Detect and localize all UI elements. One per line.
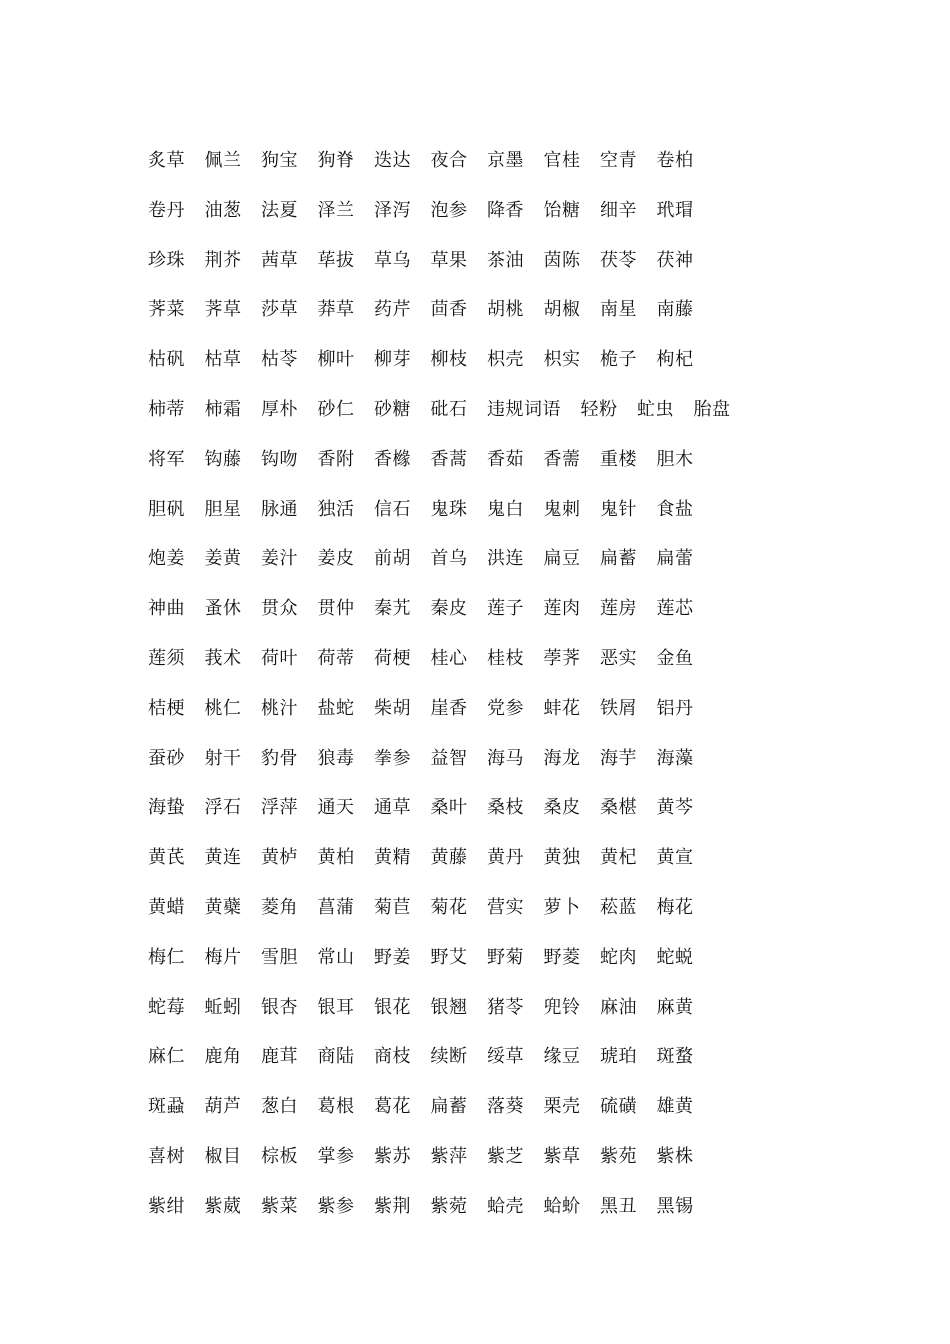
- word-item: 海马: [487, 747, 524, 769]
- word-row: [148, 494, 868, 544]
- word-item: 紫荆: [374, 1195, 411, 1217]
- word-item: 香薷: [543, 448, 581, 470]
- word-row: [148, 294, 868, 344]
- word-item: 菊花: [430, 896, 468, 918]
- word-item: 野姜: [374, 946, 411, 968]
- word-item: 茯神: [656, 249, 694, 271]
- word-item: 萝卜: [543, 896, 581, 918]
- word-item: 常山: [317, 946, 355, 968]
- word-item: 海龙: [543, 747, 581, 769]
- word-item: 荜拔: [317, 249, 355, 271]
- word-item: 扁蕾: [656, 548, 694, 570]
- word-item: 菖蒲: [317, 896, 355, 918]
- word-item: 桂心: [430, 647, 468, 669]
- word-row: [148, 693, 868, 743]
- word-item: 桃汁: [261, 697, 298, 719]
- word-item: 枳实: [543, 349, 581, 371]
- word-item: 秦艽: [374, 598, 411, 620]
- word-item: 海芋: [600, 747, 637, 769]
- word-item: 拳参: [374, 747, 411, 769]
- word-item: 棕板: [261, 1145, 298, 1167]
- word-item: 重楼: [600, 448, 637, 470]
- word-item: 绥草: [487, 1046, 524, 1068]
- word-item: 草果: [430, 249, 468, 271]
- word-row: [148, 942, 868, 992]
- word-row: [148, 394, 868, 444]
- word-item: 泡参: [430, 199, 468, 221]
- word-item: 紫绀: [148, 1195, 185, 1217]
- word-item: 京墨: [487, 150, 524, 171]
- word-item: 黄宣: [656, 847, 694, 869]
- word-item: 黄芩: [656, 797, 694, 819]
- word-item: 兜铃: [543, 996, 581, 1018]
- word-item: 葱白: [261, 1096, 298, 1118]
- word-item: 珍珠: [148, 249, 185, 271]
- word-item: 莲房: [600, 598, 637, 620]
- word-item: 茶油: [487, 249, 524, 271]
- word-item: 柿霜: [204, 398, 242, 420]
- word-item: 黄精: [374, 847, 411, 869]
- word-item: 违规词语: [487, 398, 561, 420]
- word-row: [148, 245, 868, 295]
- word-item: 枸杞: [656, 349, 694, 371]
- word-item: 姜黄: [204, 548, 242, 570]
- word-item: 南星: [600, 299, 637, 321]
- word-item: 扁蓄: [430, 1096, 468, 1118]
- word-item: 砂仁: [317, 398, 355, 420]
- word-item: 紫草: [543, 1145, 581, 1167]
- word-item: 枯草: [204, 349, 242, 371]
- word-item: 盐蛇: [317, 697, 355, 719]
- word-row: [148, 892, 868, 942]
- word-item: 官桂: [543, 150, 581, 171]
- word-item: 莽草: [317, 299, 355, 321]
- word-item: 黄藤: [430, 847, 468, 869]
- word-row: [148, 992, 868, 1042]
- word-item: 银杏: [261, 996, 298, 1018]
- word-item: 轻粉: [580, 398, 618, 420]
- word-item: 金鱼: [656, 647, 694, 669]
- word-item: 姜皮: [317, 548, 355, 570]
- word-item: 栗壳: [543, 1096, 581, 1118]
- word-item: 铝丹: [656, 697, 694, 719]
- word-item: 紫苏: [374, 1145, 411, 1167]
- word-item: 夜合: [430, 150, 468, 171]
- word-item: 桃仁: [204, 697, 242, 719]
- word-item: 钩藤: [204, 448, 242, 470]
- word-item: 益智: [430, 747, 468, 769]
- word-item: 钩吻: [261, 448, 298, 470]
- word-row: [148, 743, 868, 793]
- word-item: 鹿角: [204, 1046, 242, 1068]
- word-item: 神曲: [148, 598, 185, 620]
- word-item: 营实: [487, 896, 524, 918]
- word-item: 菊苣: [374, 896, 411, 918]
- word-item: 野菊: [487, 946, 524, 968]
- word-item: 南藤: [656, 299, 694, 321]
- word-item: 胆木: [656, 448, 694, 470]
- word-item: 葛根: [317, 1096, 355, 1118]
- word-item: 空青: [600, 150, 637, 171]
- word-item: 琥珀: [600, 1046, 637, 1068]
- word-item: 蛇肉: [600, 946, 637, 968]
- word-item: 海蛰: [148, 797, 185, 819]
- word-item: 续断: [430, 1046, 468, 1068]
- word-item: 鬼针: [600, 498, 637, 520]
- word-item: 麻仁: [148, 1046, 185, 1068]
- word-item: 卷柏: [656, 150, 694, 171]
- word-item: 葛花: [374, 1096, 411, 1118]
- word-item: 黄丹: [487, 847, 524, 869]
- word-item: 狼毒: [317, 747, 355, 769]
- word-item: 椒目: [204, 1145, 242, 1167]
- word-item: 胡椒: [543, 299, 581, 321]
- word-item: 法夏: [261, 199, 298, 221]
- word-item: 茴香: [430, 299, 468, 321]
- word-item: 浮石: [204, 797, 242, 819]
- word-item: 荷梗: [374, 647, 411, 669]
- word-item: 野菱: [543, 946, 581, 968]
- word-item: 炮姜: [148, 548, 185, 570]
- word-row: [148, 792, 868, 842]
- word-item: 胡桃: [487, 299, 524, 321]
- word-item: 桑枝: [487, 797, 524, 819]
- word-item: 梅片: [204, 946, 242, 968]
- word-item: 梅花: [656, 896, 694, 918]
- word-item: 蚤休: [204, 598, 242, 620]
- word-row: [148, 444, 868, 494]
- word-item: 紫萍: [430, 1145, 468, 1167]
- word-item: 虻虫: [637, 398, 674, 420]
- word-item: 胎盘: [693, 398, 731, 420]
- word-item: 枯矾: [148, 349, 185, 371]
- word-item: 蚕砂: [148, 747, 185, 769]
- word-item: 黑锡: [656, 1195, 694, 1217]
- word-item: 射干: [204, 747, 242, 769]
- word-item: 香茹: [487, 448, 524, 470]
- word-row: [148, 1141, 868, 1191]
- word-item: 黄芪: [148, 847, 185, 869]
- word-item: 狗脊: [317, 150, 355, 171]
- word-item: 喜树: [148, 1145, 185, 1167]
- word-item: 香附: [317, 448, 355, 470]
- word-item: 独活: [317, 498, 355, 520]
- word-item: 掌参: [317, 1145, 355, 1167]
- word-item: 信石: [374, 498, 411, 520]
- word-item: 泽泻: [374, 199, 411, 221]
- word-item: 蛤蚧: [543, 1195, 581, 1217]
- word-item: 桑皮: [543, 797, 581, 819]
- word-item: 饴糖: [543, 199, 581, 221]
- word-item: 贯仲: [317, 598, 355, 620]
- word-item: 梅仁: [148, 946, 185, 968]
- word-item: 银翘: [430, 996, 468, 1018]
- word-row: [148, 543, 868, 593]
- word-item: 菘蓝: [600, 896, 637, 918]
- word-row: [148, 145, 868, 195]
- word-item: 紫苑: [600, 1145, 637, 1167]
- word-row: [148, 1041, 868, 1091]
- word-item: 党参: [487, 697, 524, 719]
- word-row: [148, 195, 868, 245]
- word-item: 药芹: [374, 299, 411, 321]
- word-item: 铁屑: [600, 697, 637, 719]
- word-item: 菱角: [261, 896, 298, 918]
- word-item: 扁豆: [543, 548, 581, 570]
- word-item: 紫株: [656, 1145, 694, 1167]
- word-item: 香橼: [374, 448, 411, 470]
- word-item: 降香: [487, 199, 524, 221]
- word-item: 秦皮: [430, 598, 468, 620]
- word-item: 草乌: [374, 249, 411, 271]
- word-item: 缘豆: [543, 1046, 581, 1068]
- herb-word-list: [148, 145, 868, 1241]
- word-item: 黄独: [543, 847, 581, 869]
- word-item: 扁蓄: [600, 548, 637, 570]
- word-item: 洪连: [487, 548, 524, 570]
- word-item: 葫芦: [204, 1096, 242, 1118]
- word-item: 银耳: [317, 996, 355, 1018]
- word-item: 玳瑁: [656, 199, 694, 221]
- word-item: 麻油: [600, 996, 637, 1018]
- word-item: 莲须: [148, 647, 185, 669]
- word-item: 茜草: [261, 249, 298, 271]
- word-item: 砒石: [430, 398, 468, 420]
- word-item: 鬼刺: [543, 498, 581, 520]
- word-item: 浮萍: [261, 797, 298, 819]
- word-item: 恶实: [600, 647, 637, 669]
- word-item: 胆矾: [148, 498, 185, 520]
- word-item: 荷叶: [261, 647, 298, 669]
- word-row: [148, 593, 868, 643]
- word-item: 炙草: [148, 150, 185, 171]
- word-item: 紫芝: [487, 1145, 524, 1167]
- word-item: 黄杞: [600, 847, 637, 869]
- word-item: 蛤壳: [487, 1195, 524, 1217]
- word-item: 硫磺: [600, 1096, 637, 1118]
- word-row: [148, 842, 868, 892]
- word-row: [148, 643, 868, 693]
- word-item: 猪苓: [487, 996, 524, 1018]
- word-item: 黄连: [204, 847, 242, 869]
- word-item: 姜汁: [261, 548, 298, 570]
- word-row: [148, 1091, 868, 1141]
- word-item: 荸荠: [543, 647, 581, 669]
- word-item: 贯众: [261, 598, 298, 620]
- word-item: 豹骨: [261, 747, 298, 769]
- word-item: 荠菜: [148, 299, 185, 321]
- word-item: 枯苓: [261, 349, 298, 371]
- word-item: 柳芽: [374, 349, 411, 371]
- word-item: 佩兰: [204, 150, 242, 171]
- word-item: 香蒿: [430, 448, 468, 470]
- word-item: 前胡: [374, 548, 411, 570]
- word-item: 银花: [374, 996, 411, 1018]
- word-item: 雄黄: [656, 1096, 694, 1118]
- word-item: 麻黄: [656, 996, 694, 1018]
- word-item: 莲芯: [656, 598, 694, 620]
- word-item: 黄栌: [261, 847, 298, 869]
- word-item: 食盐: [656, 498, 694, 520]
- word-item: 黑丑: [600, 1195, 637, 1217]
- word-item: 鬼白: [487, 498, 524, 520]
- word-item: 胆星: [204, 498, 242, 520]
- word-item: 荆芥: [204, 249, 242, 271]
- word-item: 油葱: [204, 199, 242, 221]
- word-item: 雪胆: [261, 946, 298, 968]
- word-item: 厚朴: [261, 398, 298, 420]
- word-item: 脉通: [261, 498, 298, 520]
- word-item: 卷丹: [148, 199, 185, 221]
- word-item: 通天: [317, 797, 355, 819]
- word-row: [148, 1191, 868, 1241]
- word-item: 桂枝: [487, 647, 524, 669]
- word-item: 将军: [148, 448, 185, 470]
- word-item: 通草: [374, 797, 411, 819]
- word-item: 茵陈: [543, 249, 581, 271]
- word-item: 斑蝥: [656, 1046, 694, 1068]
- word-item: 紫菜: [261, 1195, 298, 1217]
- word-item: 柿蒂: [148, 398, 185, 420]
- word-item: 紫葳: [204, 1195, 242, 1217]
- word-item: 莲子: [487, 598, 524, 620]
- word-item: 蚯蚓: [204, 996, 242, 1018]
- word-item: 砂糖: [374, 398, 411, 420]
- word-item: 崖香: [430, 697, 468, 719]
- word-item: 桔梗: [148, 697, 185, 719]
- word-item: 紫参: [317, 1195, 355, 1217]
- word-item: 黄柏: [317, 847, 355, 869]
- word-item: 首乌: [430, 548, 468, 570]
- word-item: 海藻: [656, 747, 694, 769]
- word-item: 桑叶: [430, 797, 468, 819]
- word-item: 莲肉: [543, 598, 581, 620]
- word-item: 莎草: [261, 299, 298, 321]
- word-item: 柴胡: [374, 697, 411, 719]
- word-item: 黄蜡: [148, 896, 185, 918]
- word-item: 鬼珠: [430, 498, 468, 520]
- word-item: 桑椹: [600, 797, 637, 819]
- word-row: [148, 344, 868, 394]
- word-item: 斑蝨: [148, 1096, 185, 1118]
- word-item: 荠草: [204, 299, 242, 321]
- word-item: 迭达: [374, 150, 411, 171]
- word-item: 荷蒂: [317, 647, 355, 669]
- word-item: 紫菀: [430, 1195, 468, 1217]
- word-item: 狗宝: [261, 150, 298, 171]
- word-item: 蛇蜕: [656, 946, 694, 968]
- word-item: 枳壳: [487, 349, 524, 371]
- word-item: 柳叶: [317, 349, 355, 371]
- word-item: 细辛: [600, 199, 637, 221]
- word-item: 柳枝: [430, 349, 468, 371]
- word-item: 落葵: [487, 1096, 524, 1118]
- word-item: 商陆: [317, 1046, 355, 1068]
- word-item: 泽兰: [317, 199, 355, 221]
- word-item: 莪术: [204, 647, 242, 669]
- word-item: 蛇莓: [148, 996, 185, 1018]
- word-item: 鹿茸: [261, 1046, 298, 1068]
- word-item: 桅子: [600, 349, 637, 371]
- word-item: 黄蘗: [204, 896, 242, 918]
- word-item: 蚌花: [543, 697, 581, 719]
- word-item: 野艾: [430, 946, 468, 968]
- word-item: 商枝: [374, 1046, 411, 1068]
- word-item: 茯苓: [600, 249, 637, 271]
